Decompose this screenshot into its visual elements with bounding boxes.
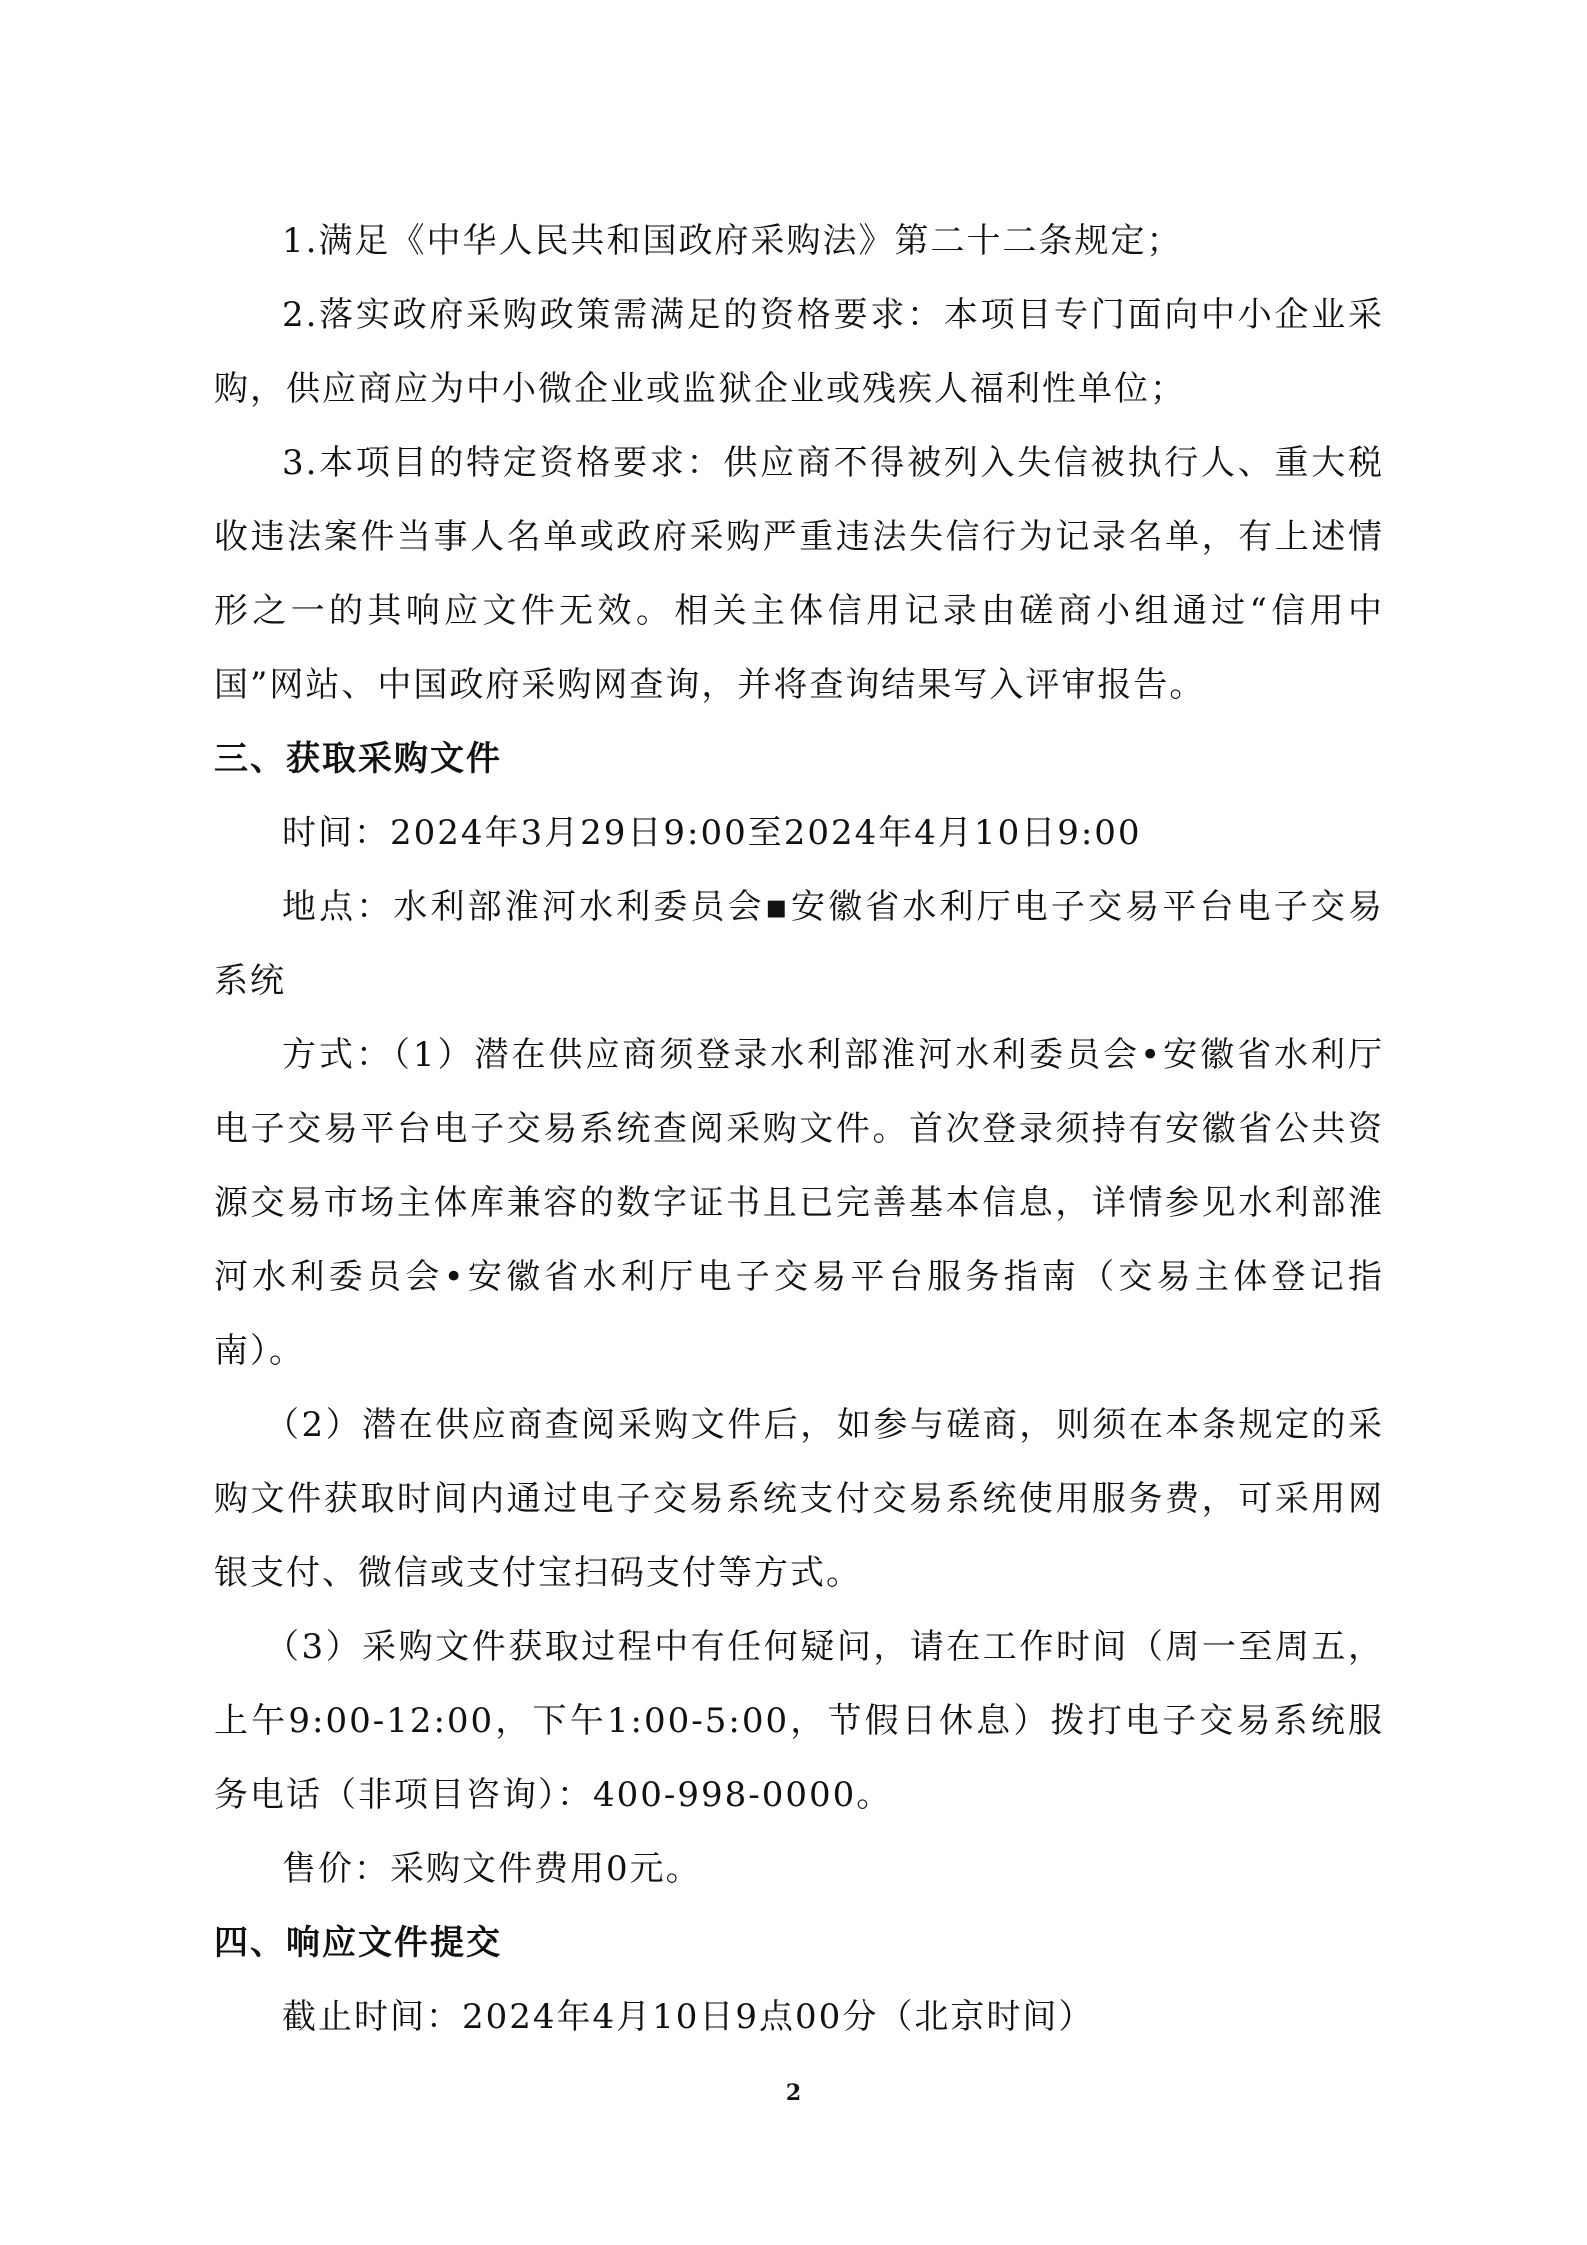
paragraph-method-1: 方式：（1）潜在供应商须登录水利部淮河水利委员会•安徽省水利厅电子交易平台电子交易系统查阅采购文件。首次登录须持有安徽省公共资源交易市场主体库兼容的数字证书且已完善基本信息，详情参见水利部淮河水利委员会•安徽省水利厅电子交易平台服务指南（交易主体登记指南）。 [214,1035,1384,1371]
paragraph-method-2: （2）潜在供应商查阅采购文件后，如参与磋商，则须在本条规定的采购文件获取时间内通过电子交易系统支付交易系统使用服务费，可采用网银支付、微信或支付宝扫码支付等方式。 [214,1405,1384,1593]
paragraph-price: 售价：采购文件费用0元。 [282,1849,702,1889]
section-heading-obtain-documents: 三、获取采购文件 [214,739,502,779]
paragraph-requirement-3: 3.本项目的特定资格要求：供应商不得被列入失信被执行人、重大税收违法案件当事人名单或政府采购严重违法失信行为记录名单，有上述情形之一的其响应文件无效。相关主体信用记录由磋商小组通过“信用中国”网站、中国政府采购网查询，并将查询结果写入评审报告。 [214,443,1384,705]
section-heading-submit-response: 四、响应文件提交 [214,1923,502,1963]
paragraph-requirement-1: 1.满足《中华人民共和国政府采购法》第二十二条规定； [282,221,1183,261]
paragraph-method-3: （3）采购文件获取过程中有任何疑问，请在工作时间（周一至周五，上午9:00-12:00，下午1:00-5:00，节假日休息）拨打电子交易系统服务电话（非项目咨询）：400-998-0000。 [214,1627,1384,1815]
document-body [214,204,1384,2054]
page-number: 2 [785,2080,802,2106]
paragraph-time: 时间：2024年3月29日9:00至2024年4月10日9:00 [282,813,1142,853]
paragraph-requirement-2: 2.落实政府采购政策需满足的资格要求：本项目专门面向中小企业采购，供应商应为中小微企业或监狱企业或残疾人福利性单位； [214,295,1384,409]
paragraph-deadline: 截止时间：2024年4月10日9点00分（北京时间） [282,1997,1095,2037]
paragraph-location: 地点：水利部淮河水利委员会▪安徽省水利厅电子交易平台电子交易系统 [214,887,1384,1001]
